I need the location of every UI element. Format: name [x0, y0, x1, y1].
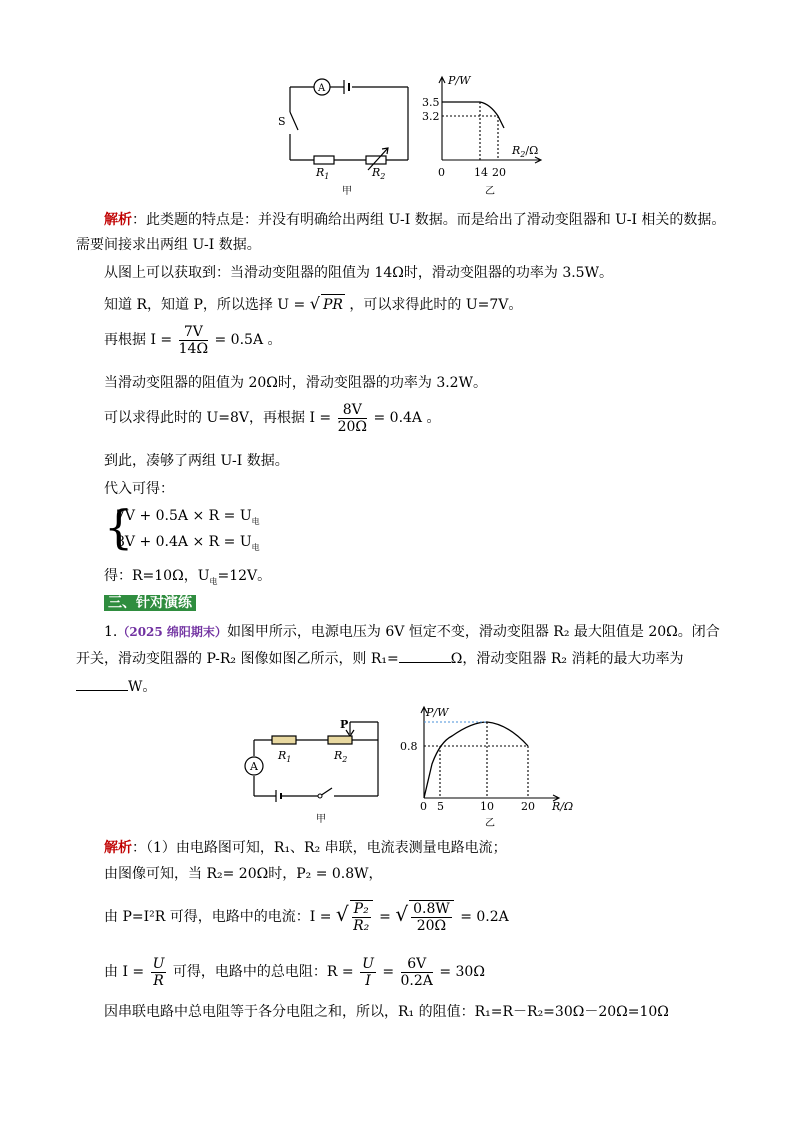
section-title: 三、针对演练: [104, 593, 196, 613]
analysis-1-line-2: 需要间接求出两组 U-I 数据。: [76, 237, 261, 253]
figure-2: [240, 704, 585, 829]
graph1-xtick-0: 0: [438, 166, 445, 179]
analysis-1-text-1: ：此类题的特点是：并没有明确给出两组 U-I 数据。而是给出了滑动变阻器和 U-I 相关的数据。: [132, 212, 726, 228]
body-p6: 到此，凑够了两组 U-I 数据。: [104, 453, 289, 469]
answer-blank-r1[interactable]: [399, 648, 451, 663]
graph2-xtick-1: 5: [437, 800, 444, 813]
graph2-ytick-0: 0.8: [400, 740, 418, 753]
graph1-xlabel-unit: /Ω: [525, 144, 539, 157]
body-p4: 当滑动变阻器的阻值为 20Ω时，滑动变阻器的功率为 3.2W。: [104, 375, 487, 391]
svg-text:R1: [315, 166, 329, 181]
problem-1-line-1: 1.（2025 绵阳期末）如图甲所示，电源电压为 6V 恒定不变，滑动变阻器 R₂ 最大阻值是 20Ω。闭合: [104, 624, 720, 640]
graph1-xtick-2: 20: [492, 166, 506, 179]
analysis-1-label: 解析: [104, 212, 132, 228]
switch-label: S: [278, 115, 286, 128]
graph1-xlabel-sub: 2: [520, 150, 526, 159]
svg-text:R2: $R_2$: [334, 749, 348, 764]
slider-label: P: [340, 718, 349, 731]
graph1-xlabel: R: [512, 144, 521, 157]
problem-1-line-2: 开关，滑动变阻器的 P-R₂ 图像如图乙所示，则 R₁= Ω，滑动变阻器 R₂ 消耗的最大功率为: [76, 648, 683, 669]
body-p1: 从图上可以获取到：当滑动变阻器的阻值为 14Ω时，滑动变阻器的功率为 3.5W。: [104, 265, 613, 281]
graph1-ylabel: P/W: [448, 74, 471, 87]
graph1-xtick-1: 14: [474, 166, 488, 179]
ammeter-label-2: A: [250, 760, 258, 773]
analysis-2-line-1: 解析：（1）由电路图可知，R₁、R₂ 串联，电流表测量电路电流；: [104, 840, 507, 856]
svg-text:R2: [371, 166, 385, 181]
graph2-xlabel: R/Ω: [552, 800, 574, 813]
analysis-2-label: 解析: [104, 840, 132, 856]
body-p8: 得：R=10Ω，$U_电=12V$。: [104, 568, 272, 586]
graph2-xtick-3: 20: [521, 800, 535, 813]
caption-right-2: 乙: [485, 818, 495, 829]
caption-left-2: 甲: [316, 814, 326, 825]
problem-1-line-3: W。: [76, 676, 156, 697]
graph1-ytick-1: 3.2: [422, 110, 440, 123]
r1-label: R: [316, 166, 325, 179]
analysis-2-line-5: 因串联电路中总电阻等于各分电阻之和，所以，R₁ 的阻值：R₁=R－R₂=30Ω－20Ω=10Ω: [104, 1004, 669, 1020]
r2-label: R: [372, 166, 381, 179]
r2-label-2: R: [334, 749, 343, 762]
graph2-ylabel: P/W: [426, 706, 449, 719]
figure-1: [278, 72, 548, 200]
r1-sub: 1: [324, 172, 330, 181]
svg-text:R1: $R_1$: [278, 749, 292, 764]
r1-label-2: R: [278, 749, 287, 762]
brace-icon: {: [104, 500, 134, 554]
graph2-xtick-0: 0: [420, 800, 427, 813]
caption-right-1: 乙: [485, 186, 495, 197]
power-graph-2: [421, 707, 559, 801]
body-p5: 可以求得此时的 U=8V，再根据 I = $\frac{8V}{20\Omega}$ = 0.4A 。: [104, 401, 441, 435]
circuit-diagram-2: [254, 722, 378, 802]
ammeter-label: A: [318, 83, 326, 94]
caption-left-1: 甲: [342, 186, 352, 197]
analysis-1-line-1: [104, 210, 725, 230]
graph1-ytick-0: 3.5: [422, 96, 440, 109]
body-p2: 知道 R，知道 P，所以选择 U = √ PR ，可以求得此时的 U=7V。: [104, 294, 523, 313]
body-p7: 代入可得：: [104, 481, 174, 497]
body-p3: 再根据 I = $\frac{7V}{14\Omega}$ = 0.5A 。: [104, 323, 282, 357]
graph2-xtick-2: 10: [480, 800, 494, 813]
analysis-2-line-3: 由 P=I²R 可得，电路中的电流：I = √ $\frac{\text{P₂}}{\text{R₂}}$ = √ $\frac{0.8W}{20\Omega}$ = 0.2A: [104, 901, 509, 934]
answer-blank-pmax[interactable]: [76, 676, 128, 691]
analysis-2-line-2: 由图像可知，当 R₂= 20Ω时，P₂ = 0.8W，: [104, 866, 383, 882]
r2-sub: 2: [380, 172, 386, 181]
analysis-2-line-4: 由 I = $\frac{U}{R}$ 可得，电路中的总电阻：R = $\frac{U}{I}$ = $\frac{6V}{0.2A}$ = 30Ω: [104, 955, 485, 989]
circuit-diagram-1: [290, 80, 408, 170]
svg-text:R2/Ω: [511, 144, 538, 159]
page: A S $R_1$ $R_2$ 甲 P/W 3.5 3.2 $R_2/\Omega$ 0 14 20 乙 解析：此类题的特点是：并没有明确给出两组 U-I 数据。而是给出了滑动变阻器和 U-I 相关的数据。 需要间接求出两组 U-I 数据。 从图上可以获取到：当滑动变阻器的阻值为 14Ω时，滑动变阻器的功率为 3.5W。 知道 R，知道 P，所以选择 U = √ PR ，可以求得此时的 U=7V。 再根据 I = $\frac{7V}{14\Omega}$ = 0.5A 。 当滑动变阻器的阻值为 20Ω时，滑动变阻器的功率为 3.2W。 可以求得此时的 U=8V，再根据 I = $\frac{8V}{20\Omega}$ = 0.4A 。 到此，凑够了两组 U-I 数据。 代入可得： { $7V + 0.5A \times R = U_电$ $8V + 0.4A \times R = U_电$ 得：R=10Ω，$U_电=12V$。 三、针对演练 1.（2025 绵阳期末）如图甲所示，电源电压为 6V 恒定不变，滑动变阻器 R₂ 最大阻值是 20Ω。闭合 开关，滑动变阻器的 P-R₂ 图像如图乙所示，则 R₁= Ω，滑动变阻器 R₂ 消耗的最大功率为 W。 A P $R_1$ $R_2$ 甲 P/W 0.8 0 5 10 20 R/Ω 乙 解析：（1）由电路图可知，R₁、R₂ 串联，电流表测量电路电流； 由图像可知，当 R₂= 20Ω时，P₂ = 0.8W， 由 P=I²R 可得，电路中的电流：I = √ $\frac{\text{P₂}}{\text{R₂}}$ = √ $\frac{0.8W}{20\Omega}$ = 0.2A 由 I = $\frac{U}{R}$ 可得，电路中的总电阻：R = $\frac{U}{I}$ = $\frac{6V}{0.2A}$ = 30Ω 因串联电路中总电阻等于各分电阻之和，所以，R₁ 的阻值：R₁=R－R₂=30Ω－20Ω=10Ω: [76, 74, 726, 1020]
